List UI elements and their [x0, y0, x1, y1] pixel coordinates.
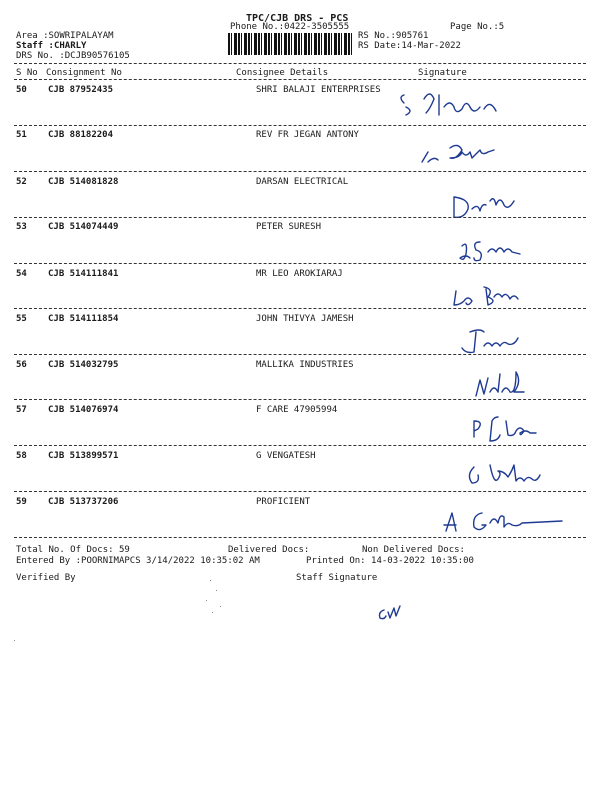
- row-consignment: CJB 514081828: [48, 177, 119, 187]
- col-consignee: Consignee Details: [236, 68, 329, 78]
- divider: [14, 354, 586, 355]
- divider: [14, 308, 586, 309]
- row-consignee: F CARE 47905994: [256, 405, 338, 415]
- handwritten-signature: [384, 407, 564, 453]
- delivered-docs: Delivered Docs:: [228, 545, 310, 555]
- entered-by: Entered By :POORNIMAPCS 3/14/2022 10:35:02 AM: [16, 556, 260, 566]
- handwritten-signature: [384, 179, 564, 225]
- printed-on: Printed On: 14-03-2022 10:35:00: [306, 556, 474, 566]
- row-sno: 55: [16, 314, 27, 324]
- rs-date: RS Date:14-Mar-2022: [358, 41, 461, 51]
- staff-signature-label: Staff Signature: [296, 573, 378, 583]
- scan-speck: [220, 606, 221, 607]
- divider: [14, 491, 586, 492]
- divider: [14, 63, 586, 64]
- row-consignee: SHRI BALAJI ENTERPRISES: [256, 85, 381, 95]
- divider: [14, 537, 586, 538]
- scan-speck: [14, 640, 15, 641]
- phone-number: Phone No.:0422-3505555: [230, 22, 350, 32]
- scan-speck: [216, 590, 217, 591]
- scan-speck: [212, 612, 213, 613]
- divider: [14, 399, 586, 400]
- barcode: [228, 33, 352, 55]
- divider: [14, 125, 586, 126]
- row-consignment: CJB 514111841: [48, 269, 119, 279]
- row-consignment: CJB 87952435: [48, 85, 114, 95]
- row-sno: 51: [16, 130, 27, 140]
- verified-by: Verified By: [16, 573, 76, 583]
- handwritten-signature: [384, 316, 564, 362]
- row-consignment: CJB 88182204: [48, 130, 114, 140]
- non-delivered-docs: Non Delivered Docs:: [362, 545, 465, 555]
- row-consignee: JOHN THIVYA JAMESH: [256, 314, 354, 324]
- handwritten-signature: [384, 499, 584, 545]
- handwritten-signature: [384, 271, 564, 317]
- row-sno: 52: [16, 177, 27, 187]
- divider: [14, 79, 586, 80]
- row-consignment: CJB 514076974: [48, 405, 119, 415]
- table-row: [14, 222, 586, 268]
- row-consignee: G VENGATESH: [256, 451, 316, 461]
- divider: [14, 445, 586, 446]
- row-consignee: MR LEO AROKIARAJ: [256, 269, 343, 279]
- staff-handwritten-signature: [370, 590, 430, 630]
- col-consignment: Consignment No: [46, 68, 122, 78]
- row-consignee: DARSAN ELECTRICAL: [256, 177, 349, 187]
- drs-number: DRS No. :DCJB90576105: [16, 51, 130, 61]
- divider: [14, 171, 586, 172]
- handwritten-signature: [384, 453, 564, 499]
- row-consignment: CJB 514074449: [48, 222, 119, 232]
- scan-speck: [206, 600, 207, 601]
- row-consignee: MALLIKA INDUSTRIES: [256, 360, 354, 370]
- area-label: Area :SOWRIPALAYAM: [16, 31, 114, 41]
- handwritten-signature: [384, 87, 564, 127]
- row-consignment: CJB 514111854: [48, 314, 119, 324]
- row-sno: 56: [16, 360, 27, 370]
- row-consignment: CJB 513899571: [48, 451, 119, 461]
- row-consignee: PROFICIENT: [256, 497, 311, 507]
- staff-name: CHARLY: [53, 41, 87, 51]
- divider: [14, 263, 586, 264]
- row-sno: 59: [16, 497, 27, 507]
- page-number: Page No.:5: [450, 22, 505, 32]
- row-consignment: CJB 514032795: [48, 360, 119, 370]
- row-sno: 54: [16, 269, 27, 279]
- row-sno: 57: [16, 405, 27, 415]
- row-consignee: PETER SURESH: [256, 222, 322, 232]
- col-sno: S No: [16, 68, 38, 78]
- staff-field: [16, 41, 86, 51]
- staff-label: Staff :: [16, 41, 54, 51]
- table-row: [14, 130, 586, 176]
- row-sno: 50: [16, 85, 27, 95]
- row-sno: 53: [16, 222, 27, 232]
- row-sno: 58: [16, 451, 27, 461]
- total-docs: Total No. Of Docs: 59: [16, 545, 130, 555]
- col-signature: Signature: [418, 68, 467, 78]
- report-title: TPC/CJB DRS - PCS: [246, 13, 349, 24]
- row-consignment: CJB 513737206: [48, 497, 119, 507]
- handwritten-signature: [384, 132, 564, 172]
- rs-number: RS No.:905761: [358, 31, 429, 41]
- row-consignee: REV FR JEGAN ANTONY: [256, 130, 359, 140]
- scan-speck: [210, 580, 211, 581]
- handwritten-signature: [384, 362, 564, 408]
- divider: [14, 217, 586, 218]
